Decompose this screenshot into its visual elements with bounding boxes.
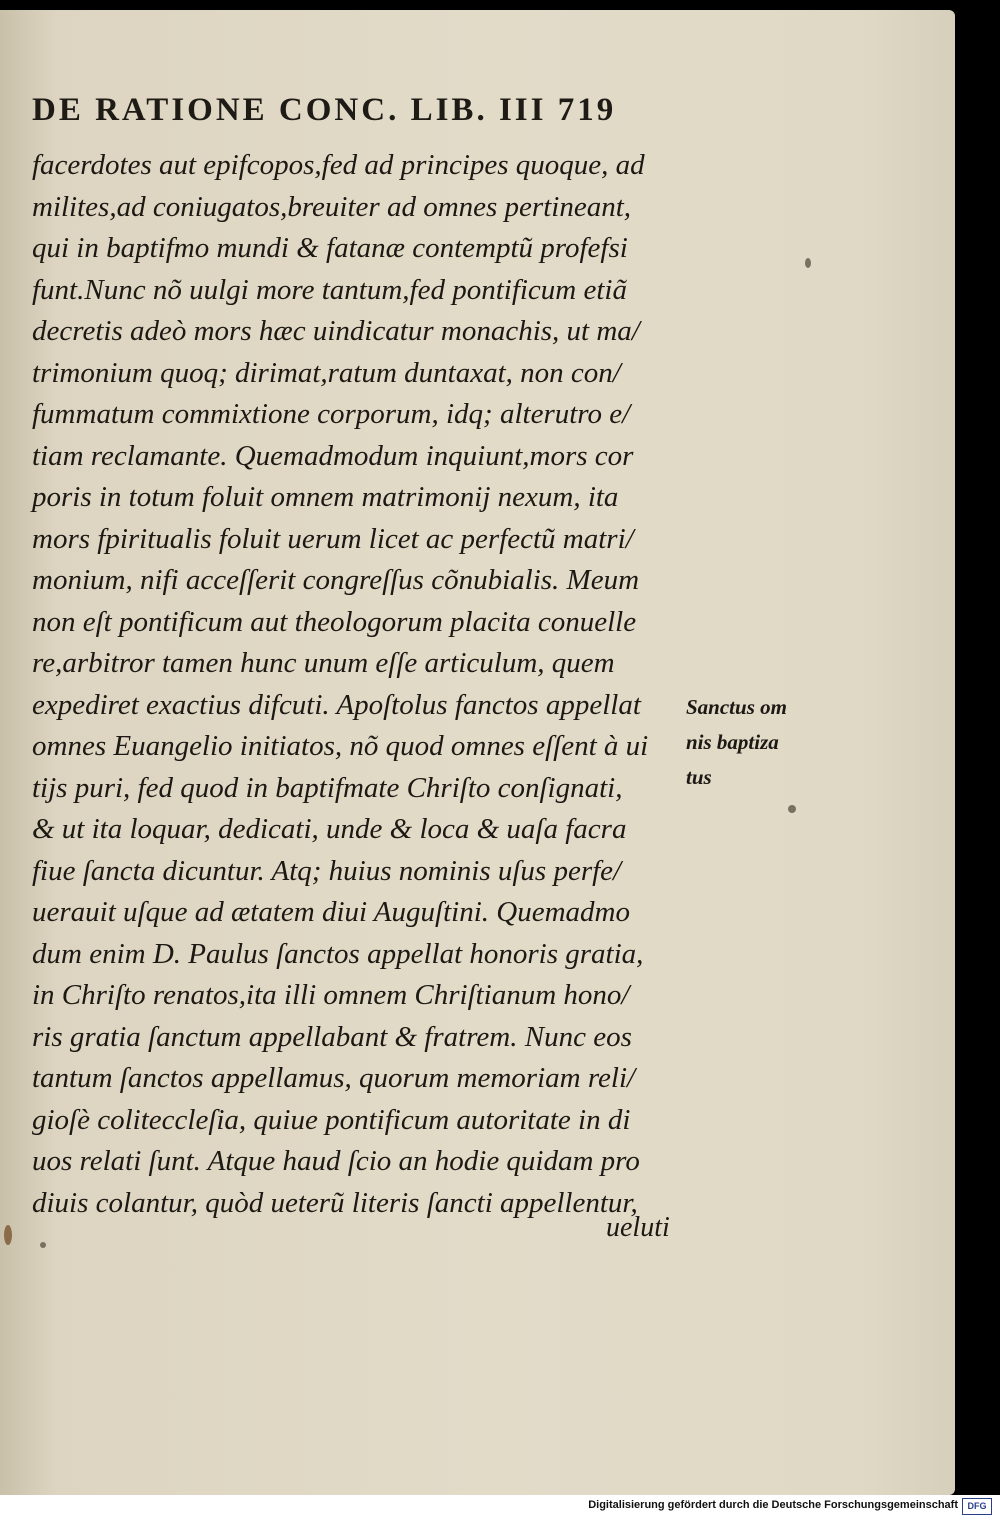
running-header: [32, 92, 616, 129]
text-line: non eſt pontificum aut theologorum placita conuelle: [32, 605, 637, 638]
text-line: uerauit uſque ad ætatem diui Auguſtini. Quemadmo: [32, 896, 630, 928]
marginal-line: tus: [686, 765, 712, 789]
text-line: poris in totum foluit omnem matrimonij nexum, ita: [32, 481, 619, 513]
text-line: & ut ita loquar, dedicati, unde & loca & uaſa facra: [32, 813, 627, 845]
marginal-note: [686, 690, 816, 795]
text-line: monium, nifi acceſſerit congreſſus cõnubialis. Meum: [32, 564, 640, 596]
text-line: tantum ſanctos appellamus, quorum memoriam reli/: [32, 1062, 636, 1094]
text-line: diuis colantur, quòd ueterũ literis ſancti appellentur,: [32, 1186, 638, 1219]
catchword: ueluti: [606, 1212, 670, 1243]
text-line: funt.Nunc nõ uulgi more tantum,fed pontificum etiã: [32, 273, 627, 306]
text-line: omnes Euangelio initiatos, nõ quod omnes eſſent à ui: [32, 730, 649, 762]
marginal-line: Sanctus om: [686, 695, 787, 719]
text-line: gioſè coliteccleſia, quiue pontificum autoritate in di: [32, 1103, 631, 1136]
text-line: milites,ad coniugatos,breuiter ad omnes pertineant,: [32, 190, 632, 223]
text-line: tijs puri, fed quod in baptifmate Chriſto conſignati,: [32, 771, 623, 804]
page-number: 719: [557, 92, 617, 128]
footer-bar: [0, 1495, 1000, 1518]
text-line: fummatum commixtione corporum, idq; alterutro e/: [32, 398, 631, 430]
text-line: dum enim D. Paulus ſanctos appellat honoris gratia,: [32, 937, 644, 970]
marginal-line: nis baptiza: [686, 730, 779, 754]
text-line: re,arbitror tamen hunc unum eſſe articulum, quem: [32, 647, 615, 679]
text-line: in Chriſto renatos,ita illi omnem Chriſtianum hono/: [32, 979, 630, 1011]
text-line: uos relati ſunt. Atque haud ſcio an hodie quidam pro: [32, 1145, 640, 1177]
dfg-logo: DFG: [962, 1498, 992, 1515]
text-line: decretis adeò mors hæc uindicatur monachis, ut ma/: [32, 315, 640, 347]
footer-credit: Digitalisierung gefördert durch die Deutsche Forschungsgemeinschaft: [588, 1499, 958, 1511]
text-line: facerdotes aut epifcopos,fed ad principes quoque, ad: [32, 149, 645, 181]
running-title: DE RATIONE CONC. LIB. III: [32, 92, 547, 128]
text-line: tiam reclamante. Quemadmodum inquiunt,mors cor: [32, 439, 634, 472]
text-line: mors fpiritualis foluit uerum licet ac perfectũ matri/: [32, 522, 634, 555]
text-line: ris gratia ſanctum appellabant & fratrem. Nunc eos: [32, 1020, 632, 1053]
text-line: fiue ſancta dicuntur. Atq; huius nominis uſus perfe/: [32, 854, 622, 887]
text-line: expediret exactius difcuti. Apoſtolus fanctos appellat: [32, 688, 641, 721]
text-line: trimonium quoq; dirimat,ratum duntaxat, non con/: [32, 356, 621, 389]
body-text: [32, 145, 682, 1224]
text-line: qui in baptifmo mundi & fatanæ contemptũ profefsi: [32, 232, 628, 264]
